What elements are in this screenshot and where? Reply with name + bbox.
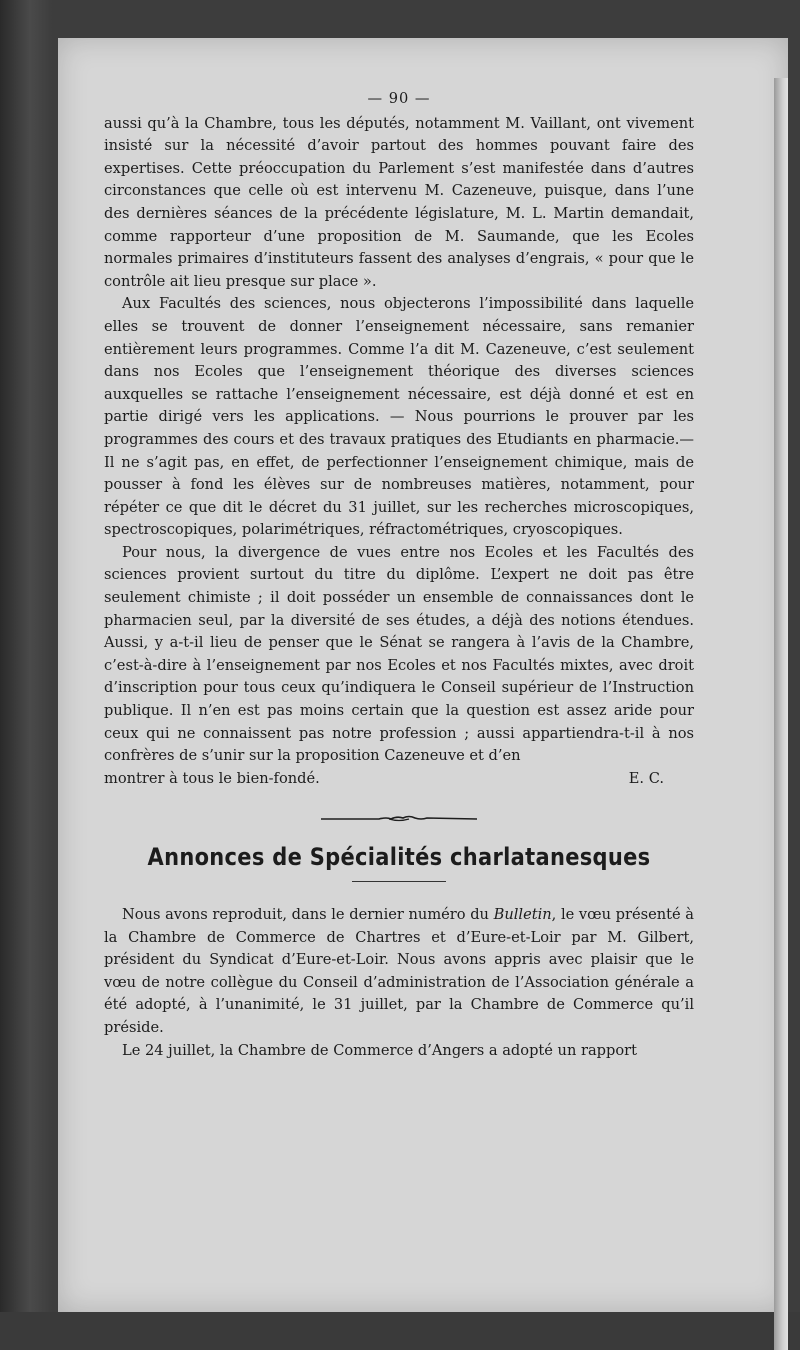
author-signature: E. C. bbox=[628, 769, 664, 787]
paragraph bbox=[104, 904, 694, 1040]
paragraph-text: , le vœu présenté à la Chambre de Commerce de Chartres et d’Eure-et-Loir par M. Gilbert, président du Syndicat d’Eure-et-Loir. Nous avons appris avec plaisir que le vœu de notre collègue du Conseil d’administration de l’Association générale a été adopté, à l’unanimité, le 31 juillet, par la Chambre de Commerce qu’il préside. bbox=[104, 906, 694, 1036]
page-content bbox=[104, 88, 694, 1062]
closing-text: montrer à tous le bien-fondé. bbox=[104, 769, 320, 787]
title-underline bbox=[352, 881, 446, 882]
section-title: Annonces de Spécialités charlatanesques bbox=[147, 843, 651, 872]
paragraph: Aux Facultés des sciences, nous objecterons l’impossibilité dans laquelle elles se trouvent de donner l’enseignement nécessaire, sans remanier entièrement leurs programmes. Comme l’a dit M. Cazeneuve, c’est seulement dans nos Ecoles que l’enseignement théorique des diverses sciences auxquelles se rattache l’enseignement nécessaire, est déjà donné et est en partie dirigé vers les applications. — Nous pourrions le prouver par les programmes des cours et des travaux pratiques des Etudiants en pharmacie.— Il ne s’agit pas, en effet, de perfectionner l’enseignement chimique, mais de pousser à fond les élèves sur de nombreuses matières, notamment, pour répéter ce que dit le décret du 31 juillet, sur les recherches microscopiques, spectroscopiques, polarimétriques, réfractométriques, cryoscopiques. bbox=[104, 295, 694, 539]
decorative-divider-ornament bbox=[319, 814, 479, 824]
paragraph: aussi qu’à la Chambre, tous les députés, notamment M. Vaillant, ont vivement insisté sur la nécessité d’avoir partout des hommes pouvant faire des expertises. Cette préoccupation du Parlement s’est manifestée dans d’autres circonstances que celle où est intervenu M. Cazeneuve, puisque, dans l’une des dernières séances de la précédente législature, M. L. Martin demandait, comme rapporteur d’une proposition de M. Saumande, que les Ecoles normales primaires d’instituteurs fassent des analyses d’engrais, « pour que le contrôle ait lieu presque sur place ». bbox=[104, 114, 694, 290]
paragraph: Pour nous, la divergence de vues entre nos Ecoles et les Facultés des sciences provient surtout du titre du diplôme. L’expert ne doit pas être seulement chimiste ; il doit posséder un ensemble de connaissances dont le pharmacien seul, par la diversité de ses études, a déjà des notions étendues. Aussi, y a-t-il lieu de penser que le Sénat se rangera à l’avis de la Chambre, c’est-à-dire à l’enseignement par nos Ecoles et nos Facultés mixtes, avec droit d’inscription pour tous ceux qu’indiquera le Conseil supérieur de l’Instruction publique. Il n’en est pas moins certain que la question est assez aride pour ceux qui ne connaissent pas notre profession ; aussi appartiendra-t-il à nos confrères de s’unir sur la proposition Cazeneuve et d’en bbox=[104, 543, 694, 765]
paragraph: Le 24 juillet, la Chambre de Commerce d’Angers a adopté un rapport bbox=[122, 1041, 637, 1059]
bulletin-title: Bulletin bbox=[493, 906, 552, 923]
closing-line bbox=[104, 768, 694, 791]
paragraph-text: Nous avons reproduit, dans le dernier numéro du bbox=[122, 906, 494, 923]
page-number: — 90 — bbox=[367, 90, 431, 107]
page-edge-shadow bbox=[774, 78, 788, 1350]
